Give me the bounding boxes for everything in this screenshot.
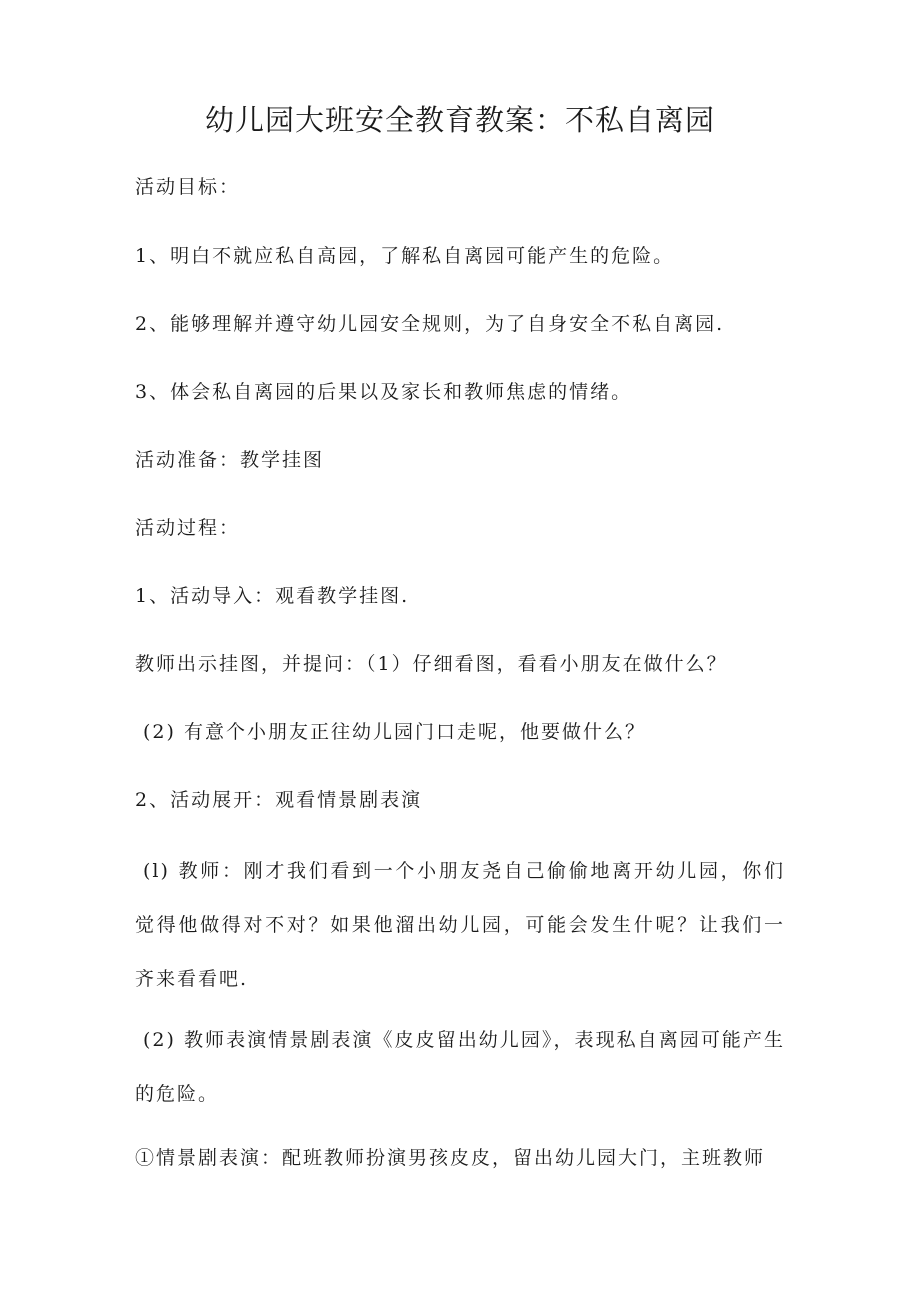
- process-step-2: 2、活动展开：观看情景剧表演: [135, 789, 423, 811]
- section-heading-preparation: 活动准备：教学挂图: [135, 449, 325, 471]
- process-step-1: 1、活动导入：观看教学挂图.: [135, 585, 410, 607]
- document-title: 幼儿园大班安全教育教案：不私自离园: [204, 103, 715, 137]
- section-heading-process: 活动过程：: [135, 517, 241, 539]
- process-step-1-question-2: (2) 有意个小朋友正往幼儿园门口走呢，他要做什么？: [143, 721, 646, 743]
- objective-item-1: 1、明白不就应私自高园，了解私自离园可能产生的危险。: [135, 245, 675, 267]
- process-step-1-question-1: 教师出示挂图，并提问：（1）仔细看图，看看小朋友在做什么？: [135, 653, 728, 675]
- process-step-2-skit: ①情景剧表演：配班教师扮演男孩皮皮，留出幼儿园大门，主班教师: [135, 1147, 766, 1169]
- process-step-2-paragraph-2: (2) 教师表演情景剧表演《皮皮留出幼儿园》，表现私自离园可能产生的危险。: [135, 1029, 785, 1105]
- process-step-2-paragraph-1: (l) 教师：刚才我们看到一个小朋友尧自己偷偷地离开幼儿园，你们觉得他做得对不对？如果他溜出幼儿园，可能会发生什呢？让我们一齐来看看吧.: [135, 860, 785, 990]
- objective-item-2: 2、能够理解并遵守幼儿园安全规则，为了自身安全不私自离园.: [135, 313, 725, 335]
- objective-item-3: 3、体会私自离园的后果以及家长和教师焦虑的情绪。: [135, 381, 633, 403]
- section-heading-objectives: 活动目标：: [135, 176, 241, 198]
